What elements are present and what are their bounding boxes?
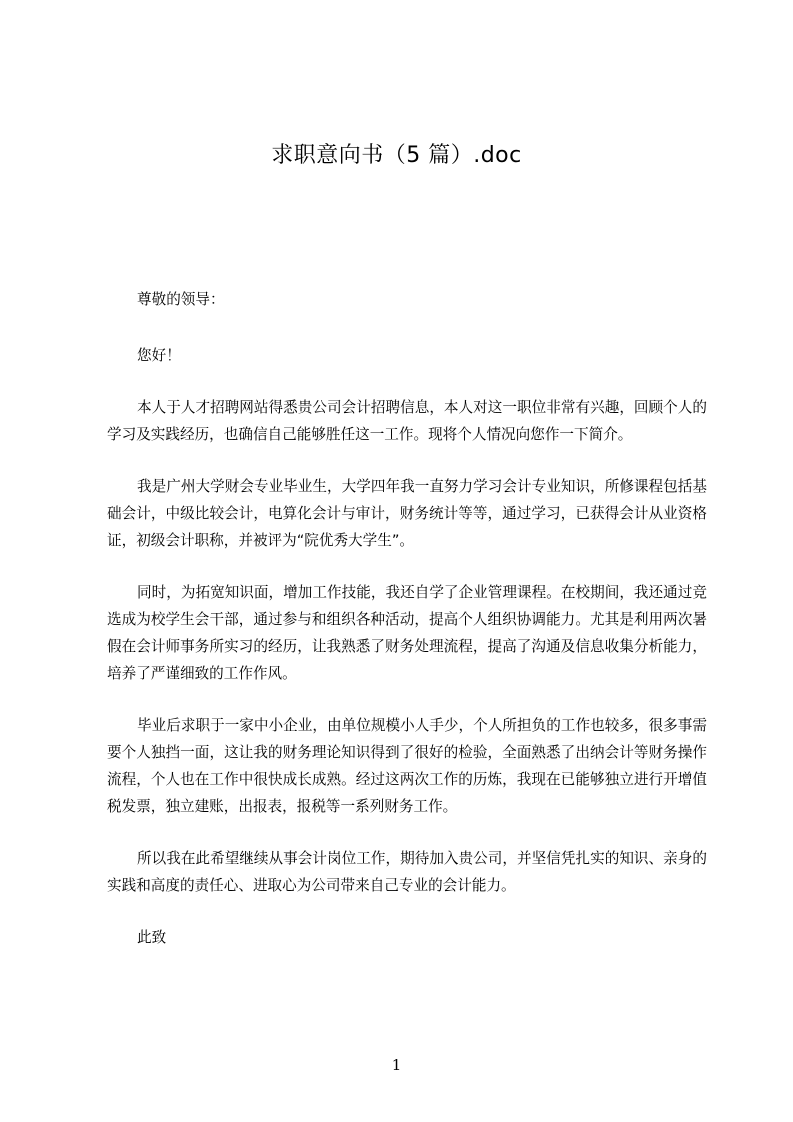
paragraph-education: 我是广州大学财会专业毕业生，大学四年我一直努力学习会计专业知识，所修课程包括基础会计，中级比较会计，电算化会计与审计，财务统计等等，通过学习，已获得会计从业资格证，初级会计职称，并被评为“院优秀大学生”。 xyxy=(107,478,707,549)
paragraph-intro: 本人于人才招聘网站得悉贵公司会计招聘信息，本人对这一职位非常有兴趣，回顾个人的学习及实践经历，也确信自己能够胜任这一工作。现将个人情况向您作一下简介。 xyxy=(107,399,707,443)
page-number: 1 xyxy=(391,1056,402,1074)
document-title: 求职意向书（5 篇）.doc xyxy=(271,143,522,168)
paragraph-skills: 同时，为拓宽知识面，增加工作技能，我还自学了企业管理课程。在校期间，我还通过竞选成为校学生会干部，通过参与和组织各种活动，提高个人组织协调能力。尤其是利用两次暑假在会计师事务所实习的经历，让我熟悉了财务处理流程，提高了沟通及信息收集分析能力，培养了严谨细致的工作作风。 xyxy=(107,584,707,682)
paragraph-experience: 毕业后求职于一家中小企业，由单位规模小人手少，个人所担负的工作也较多，很多事需要个人独挡一面，这让我的财务理论知识得到了很好的检验，全面熟悉了出纳会计等财务操作流程，个人也在工作中很快成长成熟。经过这两次工作的历炼，我现在已能够独立进行开增值税发票，独立建账，出报表，报税等一系列财务工作。 xyxy=(107,717,707,815)
salutation: 尊敬的领导： xyxy=(137,291,225,308)
greeting: 您好！ xyxy=(137,347,181,364)
closing: 此致 xyxy=(137,929,167,946)
paragraph-conclusion: 所以我在此希望继续从事会计岗位工作，期待加入贵公司，并坚信凭扎实的知识、亲身的实践和高度的责任心、进取心为公司带来自己专业的会计能力。 xyxy=(107,850,707,894)
letter-body xyxy=(107,286,707,976)
